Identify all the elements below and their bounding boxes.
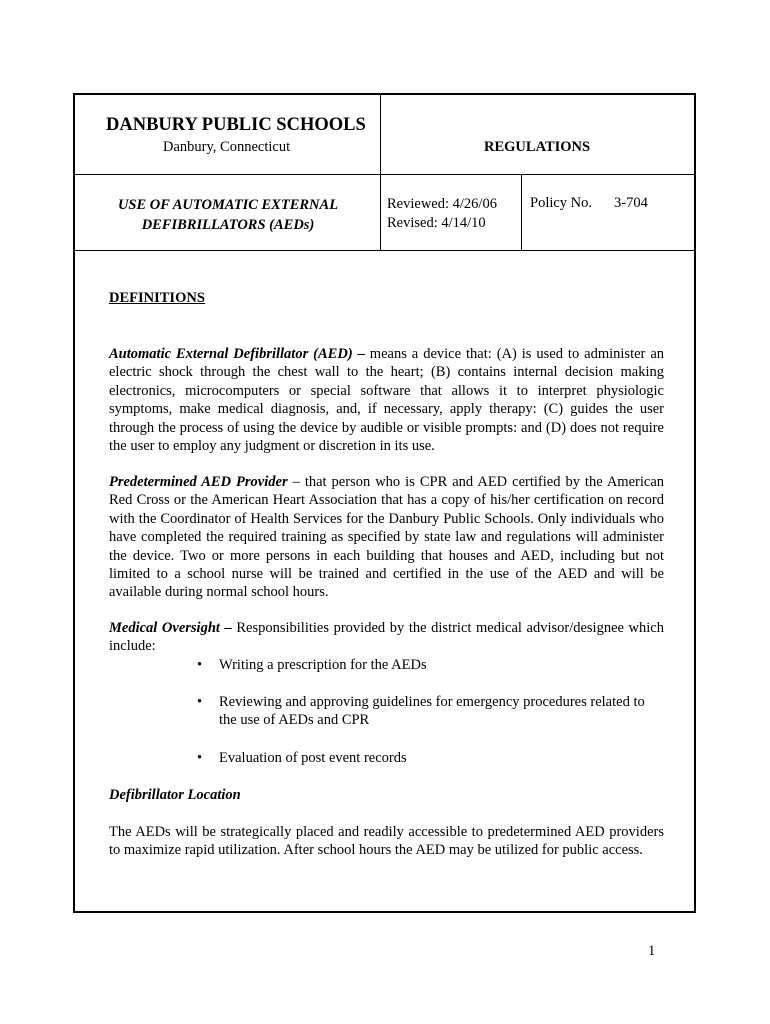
doc-type: REGULATIONS <box>484 139 591 155</box>
column-divider <box>380 95 381 250</box>
aed-term: Automatic External Defibrillator (AED) – <box>109 346 365 362</box>
policy-number: 3-704 <box>614 195 648 211</box>
school-name: DANBURY PUBLIC SCHOOLS <box>106 115 366 135</box>
subject-line-2: DEFIBRILLATORS (AEDs) <box>141 217 315 233</box>
aed-definition <box>109 345 664 455</box>
list-item <box>197 749 657 767</box>
bullet-icon: • <box>197 750 203 766</box>
oversight-list <box>197 656 657 674</box>
policy-divider <box>521 174 522 250</box>
location-text: The AEDs will be strategically placed and readily accessible to predetermined AED providers to maximize rapid utilization. After school hours the AED may be utilized for public access. <box>109 824 664 859</box>
provider-term: Predetermined AED Provider <box>109 474 288 490</box>
bullet-icon: • <box>197 657 203 673</box>
regulation-subject <box>83 195 373 235</box>
subject-divider <box>75 250 694 251</box>
document-frame <box>73 93 696 913</box>
review-dates <box>387 195 497 233</box>
oversight-text: Responsibilities provided by the district medical advisor/designee which include: <box>109 620 664 655</box>
reviewed-date: Reviewed: 4/26/06 <box>387 196 497 212</box>
page-number: 1 <box>648 943 656 959</box>
subject-line-1: USE OF AUTOMATIC EXTERNAL <box>117 197 339 213</box>
list-item <box>197 693 657 730</box>
header-divider <box>75 174 694 175</box>
oversight-list <box>197 693 657 730</box>
provider-definition <box>109 473 664 602</box>
definitions-heading: DEFINITIONS <box>109 290 205 306</box>
list-item-text: Reviewing and approving guidelines for emergency procedures related to the use of AEDs and CPR <box>219 694 645 729</box>
policy-number-block <box>530 195 648 212</box>
provider-text: – that person who is CPR and AED certified by the American Red Cross or the American Heart Association that has a copy of his/her certification on record with the Coordinator of Health Services for the Danbury Public Schools. Only individuals who have completed the required training as specified by state law and regulations will administer the device. Two or more persons in each building that houses and AED, including but not limited to a school nurse will be trained and certified in the use of the AED and will be available during normal school hours. <box>109 474 665 601</box>
list-item <box>197 656 657 674</box>
school-city: Danbury, Connecticut <box>163 139 291 155</box>
oversight-term: Medical Oversight – <box>109 620 232 636</box>
list-item-text: Writing a prescription for the AEDs <box>219 657 427 673</box>
list-item-text: Evaluation of post event records <box>219 750 407 766</box>
bullet-icon: • <box>197 694 203 710</box>
revised-date: Revised: 4/14/10 <box>387 215 486 231</box>
policy-label: Policy No. <box>530 195 593 211</box>
location-heading: Defibrillator Location <box>109 787 241 803</box>
aed-text: means a device that: (A) is used to administer an electric shock through the chest wall to the heart; (B) contains internal decision making electronics, microcomputers or special software that allows it to interpret physiologic symptoms, make medical diagnosis, and, if necessary, apply therapy: (C) guides the user through the process of using the device by audible or visible prompts: and (D) does not require the user to employ any judgment or discretion in its use. <box>109 346 665 455</box>
oversight-definition <box>109 619 664 656</box>
oversight-list <box>197 749 657 767</box>
